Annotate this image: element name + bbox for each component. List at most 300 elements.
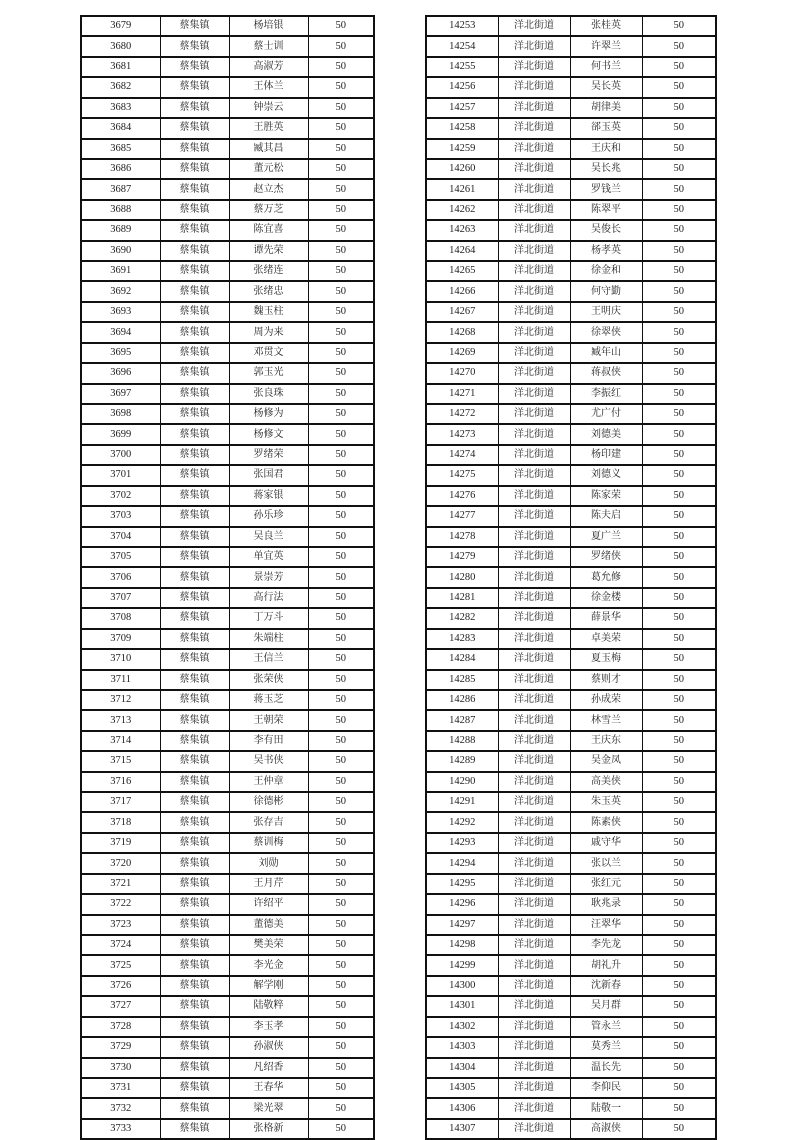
table-row [81, 343, 374, 363]
amount-cell: 50 [642, 1098, 716, 1118]
township-cell: 洋北街道 [498, 159, 570, 179]
serial-number-cell: 14293 [426, 833, 498, 853]
amount-cell: 50 [308, 57, 374, 77]
township-cell: 蔡集镇 [160, 261, 229, 281]
table-row [426, 915, 716, 935]
name-cell: 李仰民 [570, 1078, 642, 1098]
table-row [426, 16, 716, 36]
table-row [426, 1058, 716, 1078]
serial-number-cell: 3707 [81, 588, 160, 608]
serial-number-cell: 14298 [426, 935, 498, 955]
township-cell: 蔡集镇 [160, 731, 229, 751]
township-cell: 洋北街道 [498, 200, 570, 220]
township-cell: 蔡集镇 [160, 118, 229, 138]
table-row [426, 567, 716, 587]
serial-number-cell: 14295 [426, 874, 498, 894]
table-row [81, 281, 374, 301]
serial-number-cell: 14281 [426, 588, 498, 608]
serial-number-cell: 14302 [426, 1017, 498, 1037]
name-cell: 王信兰 [229, 649, 308, 669]
name-cell: 蔡士训 [229, 36, 308, 56]
serial-number-cell: 14259 [426, 139, 498, 159]
table-row [81, 220, 374, 240]
name-cell: 张以兰 [570, 853, 642, 873]
serial-number-cell: 14267 [426, 302, 498, 322]
amount-cell: 50 [308, 200, 374, 220]
serial-number-cell: 3698 [81, 404, 160, 424]
name-cell: 董德美 [229, 915, 308, 935]
serial-number-cell: 14290 [426, 772, 498, 792]
name-cell: 张桂英 [570, 16, 642, 36]
township-cell: 洋北街道 [498, 302, 570, 322]
table-row [426, 670, 716, 690]
table-row [426, 465, 716, 485]
township-cell: 蔡集镇 [160, 241, 229, 261]
township-cell: 蔡集镇 [160, 36, 229, 56]
table-row [81, 506, 374, 526]
name-cell: 胡律美 [570, 98, 642, 118]
name-cell: 罗钱兰 [570, 179, 642, 199]
table-row [81, 98, 374, 118]
township-cell: 洋北街道 [498, 915, 570, 935]
amount-cell: 50 [642, 139, 716, 159]
name-cell: 张荣侠 [229, 670, 308, 690]
township-cell: 洋北街道 [498, 833, 570, 853]
township-cell: 蔡集镇 [160, 751, 229, 771]
serial-number-cell: 14278 [426, 527, 498, 547]
table-row [426, 363, 716, 383]
amount-cell: 50 [308, 159, 374, 179]
serial-number-cell: 3704 [81, 527, 160, 547]
township-cell: 蔡集镇 [160, 179, 229, 199]
serial-number-cell: 3724 [81, 935, 160, 955]
table-row [81, 1037, 374, 1057]
township-cell: 洋北街道 [498, 384, 570, 404]
township-cell: 洋北街道 [498, 424, 570, 444]
name-cell: 蔡则才 [570, 670, 642, 690]
table-row [426, 343, 716, 363]
serial-number-cell: 3691 [81, 261, 160, 281]
name-cell: 汪翠华 [570, 915, 642, 935]
name-cell: 吴长英 [570, 77, 642, 97]
name-cell: 蒋叔侠 [570, 363, 642, 383]
serial-number-cell: 3682 [81, 77, 160, 97]
amount-cell: 50 [308, 77, 374, 97]
amount-cell: 50 [642, 322, 716, 342]
table-row [81, 363, 374, 383]
serial-number-cell: 14272 [426, 404, 498, 424]
amount-cell: 50 [642, 220, 716, 240]
amount-cell: 50 [642, 792, 716, 812]
serial-number-cell: 3710 [81, 649, 160, 669]
table-row [426, 445, 716, 465]
serial-number-cell: 3699 [81, 424, 160, 444]
township-cell: 蔡集镇 [160, 567, 229, 587]
serial-number-cell: 14292 [426, 812, 498, 832]
amount-cell: 50 [308, 465, 374, 485]
table-row [426, 812, 716, 832]
table-row [81, 159, 374, 179]
amount-cell: 50 [642, 976, 716, 996]
township-cell: 洋北街道 [498, 445, 570, 465]
table-row [426, 36, 716, 56]
township-cell: 洋北街道 [498, 404, 570, 424]
amount-cell: 50 [642, 894, 716, 914]
table-row [81, 567, 374, 587]
amount-cell: 50 [642, 670, 716, 690]
name-cell: 王春华 [229, 1078, 308, 1098]
name-cell: 杨修为 [229, 404, 308, 424]
table-row [426, 118, 716, 138]
amount-cell: 50 [642, 690, 716, 710]
township-cell: 蔡集镇 [160, 486, 229, 506]
amount-cell: 50 [308, 731, 374, 751]
serial-number-cell: 14306 [426, 1098, 498, 1118]
name-cell: 朱玉英 [570, 792, 642, 812]
name-cell: 李先龙 [570, 935, 642, 955]
township-cell: 蔡集镇 [160, 915, 229, 935]
amount-cell: 50 [308, 833, 374, 853]
table-row [81, 1078, 374, 1098]
township-cell: 洋北街道 [498, 363, 570, 383]
township-cell: 蔡集镇 [160, 384, 229, 404]
serial-number-cell: 14287 [426, 710, 498, 730]
amount-cell: 50 [308, 281, 374, 301]
amount-cell: 50 [642, 179, 716, 199]
township-cell: 蔡集镇 [160, 98, 229, 118]
serial-number-cell: 3731 [81, 1078, 160, 1098]
name-cell: 李振红 [570, 384, 642, 404]
name-cell: 戚守华 [570, 833, 642, 853]
township-cell: 洋北街道 [498, 118, 570, 138]
amount-cell: 50 [642, 955, 716, 975]
serial-number-cell: 3705 [81, 547, 160, 567]
amount-cell: 50 [308, 424, 374, 444]
name-cell: 陈夫启 [570, 506, 642, 526]
table-row [426, 588, 716, 608]
name-cell: 景崇芳 [229, 567, 308, 587]
serial-number-cell: 14301 [426, 996, 498, 1016]
serial-number-cell: 3711 [81, 670, 160, 690]
table-row [81, 57, 374, 77]
name-cell: 何书兰 [570, 57, 642, 77]
table-row [81, 690, 374, 710]
table-row [81, 527, 374, 547]
serial-number-cell: 14291 [426, 792, 498, 812]
name-cell: 丁万斗 [229, 608, 308, 628]
name-cell: 张存吉 [229, 812, 308, 832]
table-row [81, 1098, 374, 1118]
amount-cell: 50 [642, 1037, 716, 1057]
amount-cell: 50 [642, 1078, 716, 1098]
name-cell: 张绪忠 [229, 281, 308, 301]
name-cell: 王月芹 [229, 874, 308, 894]
township-cell: 洋北街道 [498, 792, 570, 812]
serial-number-cell: 3683 [81, 98, 160, 118]
name-cell: 陈家荣 [570, 486, 642, 506]
name-cell: 张良珠 [229, 384, 308, 404]
table-row [81, 608, 374, 628]
serial-number-cell: 14262 [426, 200, 498, 220]
name-cell: 夏玉梅 [570, 649, 642, 669]
amount-cell: 50 [642, 935, 716, 955]
table-row [426, 547, 716, 567]
serial-number-cell: 3686 [81, 159, 160, 179]
table-row [81, 77, 374, 97]
table-row [81, 772, 374, 792]
name-cell: 蔡训梅 [229, 833, 308, 853]
amount-cell: 50 [308, 384, 374, 404]
serial-number-cell: 14271 [426, 384, 498, 404]
serial-number-cell: 14283 [426, 629, 498, 649]
township-cell: 洋北街道 [498, 996, 570, 1016]
township-cell: 洋北街道 [498, 1098, 570, 1118]
serial-number-cell: 14253 [426, 16, 498, 36]
table-row [426, 139, 716, 159]
township-cell: 洋北街道 [498, 588, 570, 608]
amount-cell: 50 [642, 812, 716, 832]
amount-cell: 50 [642, 486, 716, 506]
serial-number-cell: 14254 [426, 36, 498, 56]
table-row [81, 36, 374, 56]
name-cell: 罗绪荣 [229, 445, 308, 465]
amount-cell: 50 [308, 670, 374, 690]
name-cell: 吴长兆 [570, 159, 642, 179]
name-cell: 梁光翠 [229, 1098, 308, 1118]
township-cell: 蔡集镇 [160, 77, 229, 97]
table-row [81, 996, 374, 1016]
table-row [81, 179, 374, 199]
table-row [81, 139, 374, 159]
serial-number-cell: 3717 [81, 792, 160, 812]
township-cell: 蔡集镇 [160, 465, 229, 485]
township-cell: 蔡集镇 [160, 629, 229, 649]
name-cell: 蒋家银 [229, 486, 308, 506]
name-cell: 钟崇云 [229, 98, 308, 118]
table-row [81, 710, 374, 730]
table-row [426, 608, 716, 628]
serial-number-cell: 14270 [426, 363, 498, 383]
amount-cell: 50 [308, 812, 374, 832]
name-cell: 单宜英 [229, 547, 308, 567]
name-cell: 孙淑侠 [229, 1037, 308, 1057]
amount-cell: 50 [642, 424, 716, 444]
table-row [81, 955, 374, 975]
serial-number-cell: 14268 [426, 322, 498, 342]
table-row [81, 976, 374, 996]
serial-number-cell: 14274 [426, 445, 498, 465]
name-cell: 赵立杰 [229, 179, 308, 199]
township-cell: 蔡集镇 [160, 649, 229, 669]
serial-number-cell: 3729 [81, 1037, 160, 1057]
name-cell: 郤玉英 [570, 118, 642, 138]
amount-cell: 50 [308, 322, 374, 342]
name-cell: 刘勋 [229, 853, 308, 873]
name-cell: 耿兆录 [570, 894, 642, 914]
serial-number-cell: 3715 [81, 751, 160, 771]
amount-cell: 50 [308, 567, 374, 587]
serial-number-cell: 3702 [81, 486, 160, 506]
table-row [81, 261, 374, 281]
name-cell: 杨培银 [229, 16, 308, 36]
serial-number-cell: 3696 [81, 363, 160, 383]
serial-number-cell: 14299 [426, 955, 498, 975]
right-table [425, 15, 717, 1140]
township-cell: 蔡集镇 [160, 690, 229, 710]
table-row [426, 220, 716, 240]
amount-cell: 50 [308, 629, 374, 649]
amount-cell: 50 [308, 588, 374, 608]
serial-number-cell: 14284 [426, 649, 498, 669]
township-cell: 洋北街道 [498, 894, 570, 914]
township-cell: 蔡集镇 [160, 894, 229, 914]
amount-cell: 50 [642, 1058, 716, 1078]
amount-cell: 50 [642, 465, 716, 485]
serial-number-cell: 14276 [426, 486, 498, 506]
township-cell: 蔡集镇 [160, 812, 229, 832]
amount-cell: 50 [642, 281, 716, 301]
township-cell: 洋北街道 [498, 690, 570, 710]
amount-cell: 50 [642, 343, 716, 363]
amount-cell: 50 [308, 792, 374, 812]
amount-cell: 50 [642, 629, 716, 649]
serial-number-cell: 3725 [81, 955, 160, 975]
township-cell: 洋北街道 [498, 1058, 570, 1078]
table-row [426, 1017, 716, 1037]
amount-cell: 50 [308, 1037, 374, 1057]
amount-cell: 50 [642, 445, 716, 465]
table-row [81, 547, 374, 567]
serial-number-cell: 3697 [81, 384, 160, 404]
township-cell: 洋北街道 [498, 343, 570, 363]
township-cell: 洋北街道 [498, 465, 570, 485]
serial-number-cell: 14307 [426, 1119, 498, 1139]
township-cell: 洋北街道 [498, 567, 570, 587]
township-cell: 蔡集镇 [160, 588, 229, 608]
township-cell: 洋北街道 [498, 261, 570, 281]
amount-cell: 50 [642, 608, 716, 628]
amount-cell: 50 [308, 445, 374, 465]
township-cell: 蔡集镇 [160, 57, 229, 77]
serial-number-cell: 14285 [426, 670, 498, 690]
township-cell: 蔡集镇 [160, 1037, 229, 1057]
township-cell: 蔡集镇 [160, 302, 229, 322]
name-cell: 臧其昌 [229, 139, 308, 159]
table-row [81, 853, 374, 873]
township-cell: 蔡集镇 [160, 1058, 229, 1078]
township-cell: 洋北街道 [498, 1037, 570, 1057]
township-cell: 洋北街道 [498, 812, 570, 832]
table-row [426, 955, 716, 975]
name-cell: 葛允修 [570, 567, 642, 587]
township-cell: 洋北街道 [498, 547, 570, 567]
table-row [426, 976, 716, 996]
table-row [81, 751, 374, 771]
township-cell: 蔡集镇 [160, 424, 229, 444]
name-cell: 臧年山 [570, 343, 642, 363]
serial-number-cell: 14256 [426, 77, 498, 97]
amount-cell: 50 [308, 343, 374, 363]
table-row [81, 915, 374, 935]
name-cell: 陈素侠 [570, 812, 642, 832]
name-cell: 杨修文 [229, 424, 308, 444]
serial-number-cell: 14296 [426, 894, 498, 914]
amount-cell: 50 [308, 16, 374, 36]
amount-cell: 50 [308, 527, 374, 547]
township-cell: 蔡集镇 [160, 445, 229, 465]
amount-cell: 50 [308, 404, 374, 424]
name-cell: 许绍平 [229, 894, 308, 914]
serial-number-cell: 14294 [426, 853, 498, 873]
serial-number-cell: 14277 [426, 506, 498, 526]
serial-number-cell: 14263 [426, 220, 498, 240]
amount-cell: 50 [308, 853, 374, 873]
township-cell: 洋北街道 [498, 935, 570, 955]
name-cell: 莫秀兰 [570, 1037, 642, 1057]
township-cell: 蔡集镇 [160, 281, 229, 301]
table-row [426, 731, 716, 751]
name-cell: 徐金楼 [570, 588, 642, 608]
township-cell: 洋北街道 [498, 955, 570, 975]
amount-cell: 50 [642, 363, 716, 383]
amount-cell: 50 [642, 384, 716, 404]
serial-number-cell: 14255 [426, 57, 498, 77]
name-cell: 杨孝英 [570, 241, 642, 261]
amount-cell: 50 [308, 874, 374, 894]
township-cell: 洋北街道 [498, 731, 570, 751]
serial-number-cell: 3721 [81, 874, 160, 894]
township-cell: 洋北街道 [498, 506, 570, 526]
name-cell: 王明庆 [570, 302, 642, 322]
amount-cell: 50 [308, 976, 374, 996]
township-cell: 洋北街道 [498, 751, 570, 771]
serial-number-cell: 3716 [81, 772, 160, 792]
table-row [81, 118, 374, 138]
serial-number-cell: 3732 [81, 1098, 160, 1118]
serial-number-cell: 3718 [81, 812, 160, 832]
township-cell: 蔡集镇 [160, 833, 229, 853]
name-cell: 王庆和 [570, 139, 642, 159]
serial-number-cell: 14266 [426, 281, 498, 301]
serial-number-cell: 3685 [81, 139, 160, 159]
serial-number-cell: 3727 [81, 996, 160, 1016]
name-cell: 张红元 [570, 874, 642, 894]
name-cell: 朱端柱 [229, 629, 308, 649]
table-row [426, 874, 716, 894]
amount-cell: 50 [308, 649, 374, 669]
table-row [426, 506, 716, 526]
name-cell: 李玉孝 [229, 1017, 308, 1037]
amount-cell: 50 [308, 506, 374, 526]
amount-cell: 50 [642, 1017, 716, 1037]
name-cell: 杨印建 [570, 445, 642, 465]
township-cell: 洋北街道 [498, 322, 570, 342]
amount-cell: 50 [308, 955, 374, 975]
table-row [426, 710, 716, 730]
table-row [426, 424, 716, 444]
serial-number-cell: 14261 [426, 179, 498, 199]
name-cell: 董元松 [229, 159, 308, 179]
serial-number-cell: 14260 [426, 159, 498, 179]
township-cell: 蔡集镇 [160, 404, 229, 424]
township-cell: 洋北街道 [498, 16, 570, 36]
township-cell: 蔡集镇 [160, 322, 229, 342]
name-cell: 胡礼升 [570, 955, 642, 975]
table-row [426, 241, 716, 261]
township-cell: 蔡集镇 [160, 955, 229, 975]
amount-cell: 50 [642, 404, 716, 424]
name-cell: 谭先荣 [229, 241, 308, 261]
